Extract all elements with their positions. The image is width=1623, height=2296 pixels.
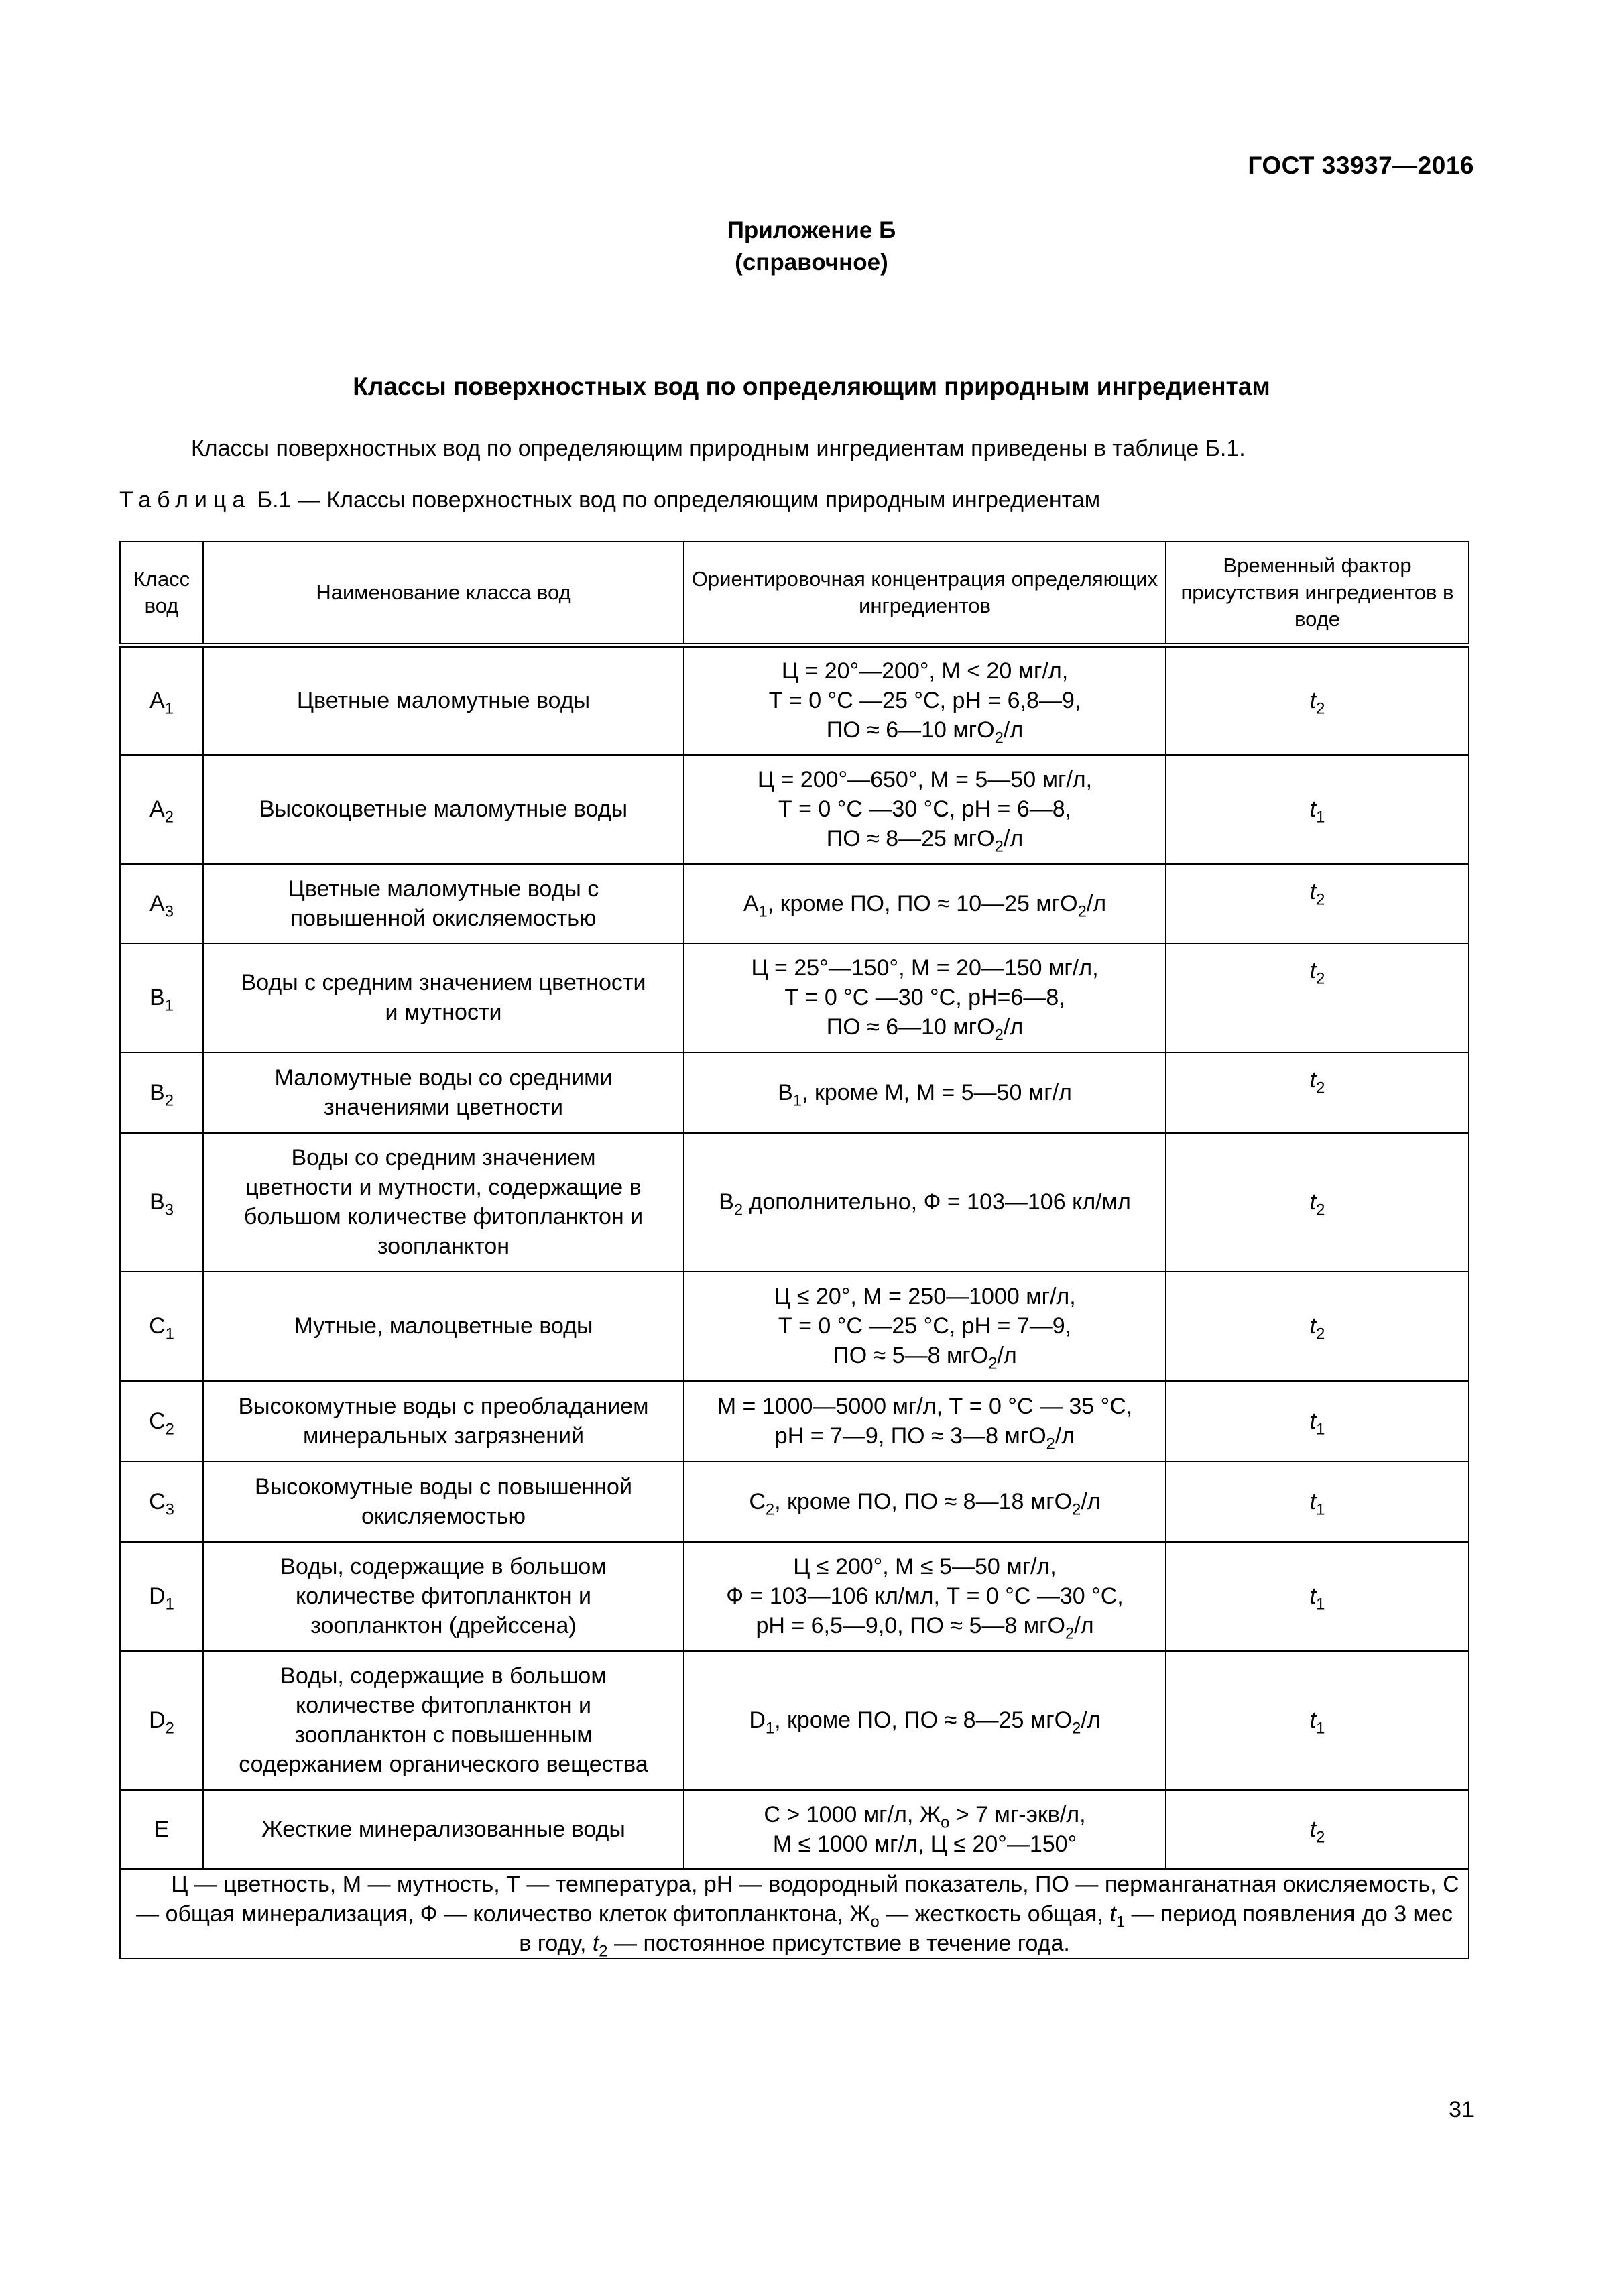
section-title: Классы поверхностных вод по определяющим природным ингредиентам — [353, 373, 1270, 400]
class-cell: $D_2$ — [120, 1651, 203, 1790]
class-cell: $C_2$ — [120, 1381, 203, 1461]
factor-cell: $t_1$ — [1166, 1381, 1469, 1461]
header-factor: Временный фактор присутствия ингредиентов в воде — [1166, 542, 1469, 646]
header-class: Класс вод — [120, 542, 203, 646]
standard-number: ГОСТ 33937—2016 — [1248, 152, 1474, 179]
class-cell: $B_3$ — [120, 1133, 203, 1272]
name-cell: Мутные, малоцветные воды — [203, 1272, 684, 1381]
name-cell: Маломутные воды со средними значениями цветности — [203, 1052, 684, 1133]
name-cell: Цветные маломутные воды с повышенной окисляемостью — [203, 864, 684, 943]
factor-cell: $t_1$ — [1166, 1461, 1469, 1542]
page-number: 31 — [1449, 2097, 1474, 2122]
factor-cell: $t_2$ — [1166, 864, 1469, 943]
class-cell: $C_1$ — [120, 1272, 203, 1381]
concentration-cell: Ц ≤ 200°, М ≤ 5—50 мг/л, Ф = 103—106 кл/мл, Т = 0 °С —30 °С, pH = 6,5—9,0, ПО ≈ 5—8 мгО$_2$/л — [684, 1542, 1166, 1651]
table-caption-number: Б.1 — [257, 487, 292, 513]
table-row — [120, 864, 1469, 943]
class-cell: $C_3$ — [120, 1461, 203, 1542]
concentration-cell: $C_2$, кроме ПО, ПО ≈ 8—18 мгО$_2$/л — [684, 1461, 1166, 1542]
table-note: Ц — цветность, М — мутность, Т — температура, pH — водородный показатель, ПО — перманганатная окисляемость, С — общая минерализация, Ф — количество клеток фитопланктона, $Ж_о$ — жесткость общая, $t_1$ — период появления до 3 мес в году, $t_2$ — постоянное присутствие в течение года. — [120, 1869, 1469, 1959]
factor-cell: $t_1$ — [1166, 755, 1469, 864]
table-caption-prefix: Таблица — [119, 487, 251, 513]
table-row — [120, 1133, 1469, 1272]
factor-cell: $t_2$ — [1166, 1272, 1469, 1381]
class-cell: E — [120, 1790, 203, 1869]
name-cell: Высокомутные воды с преобладанием минеральных загрязнений — [203, 1381, 684, 1461]
appendix-title: Приложение Б — [727, 217, 896, 243]
name-cell: Воды, содержащие в большом количестве фитопланктон и зоопланктон (дрейссена) — [203, 1542, 684, 1651]
concentration-cell: С > 1000 мг/л, $Ж_о > 7$ мг-экв/л, М ≤ 1000 мг/л, Ц ≤ 20°—150° — [684, 1790, 1166, 1869]
name-cell: Высокоцветные маломутные воды — [203, 755, 684, 864]
name-cell: Жесткие минерализованные воды — [203, 1790, 684, 1869]
class-cell: $D_1$ — [120, 1542, 203, 1651]
table-caption-text: Классы поверхностных вод по определяющим природным ингредиентам — [326, 487, 1101, 513]
factor-cell: $t_2$ — [1166, 943, 1469, 1052]
table-row — [120, 1542, 1469, 1651]
header-concentration: Ориентировочная концентрация определяющих ингредиентов — [684, 542, 1166, 646]
name-cell: Воды со средним значением цветности и мутности, содержащие в большом количестве фитопланктон и зоопланктон — [203, 1133, 684, 1272]
concentration-cell: Ц = 25°—150°, М = 20—150 мг/л, Т = 0 °С —30 °С, pH=6—8, ПО ≈ 6—10 мгО$_2$/л — [684, 943, 1166, 1052]
name-cell: Воды с средним значением цветности и мутности — [203, 943, 684, 1052]
appendix-heading — [0, 215, 1623, 279]
table-row — [120, 1272, 1469, 1381]
concentration-cell: $B_2$ дополнительно, Ф = 103—106 кл/мл — [684, 1133, 1166, 1272]
appendix-subtitle: (справочное) — [735, 249, 888, 276]
factor-cell: $t_2$ — [1166, 1052, 1469, 1133]
factor-cell: $t_2$ — [1166, 646, 1469, 755]
factor-cell: $t_1$ — [1166, 1542, 1469, 1651]
class-cell: $B_1$ — [120, 943, 203, 1052]
factor-cell: $t_2$ — [1166, 1790, 1469, 1869]
table-note-row — [120, 1869, 1469, 1959]
table-row — [120, 943, 1469, 1052]
name-cell: Воды, содержащие в большом количестве фитопланктон и зоопланктон с повышенным содержанием органического вещества — [203, 1651, 684, 1790]
table-header-row — [120, 542, 1469, 646]
intro-paragraph: Классы поверхностных вод по определяющим природным ингредиентам приведены в таблице Б.1. — [191, 436, 1246, 461]
concentration-cell: Ц ≤ 20°, М = 250—1000 мг/л, Т = 0 °С —25 °С, pH = 7—9, ПО ≈ 5—8 мгО$_2$/л — [684, 1272, 1166, 1381]
table-row — [120, 1461, 1469, 1542]
factor-cell: $t_1$ — [1166, 1651, 1469, 1790]
concentration-cell: $A_1$, кроме ПО, ПО ≈ 10—25 мгО$_2$/л — [684, 864, 1166, 943]
water-classes-table — [119, 541, 1469, 1959]
table-row — [120, 1790, 1469, 1869]
name-cell: Цветные маломутные воды — [203, 646, 684, 755]
table-caption — [119, 487, 1100, 513]
concentration-cell: М = 1000—5000 мг/л, Т = 0 °С — 35 °С, pH = 7—9, ПО ≈ 3—8 мгО$_2$/л — [684, 1381, 1166, 1461]
table-row — [120, 1052, 1469, 1133]
table-row — [120, 755, 1469, 864]
factor-cell: $t_2$ — [1166, 1133, 1469, 1272]
concentration-cell: Ц = 20°—200°, М < 20 мг/л, Т = 0 °С —25 °С, pH = 6,8—9, ПО ≈ 6—10 мгО$_2$/л — [684, 646, 1166, 755]
table-row — [120, 1651, 1469, 1790]
class-cell: $A_3$ — [120, 864, 203, 943]
concentration-cell: $B_1$, кроме М, М = 5—50 мг/л — [684, 1052, 1166, 1133]
table-caption-dash: — — [297, 487, 320, 513]
concentration-cell: $D_1$, кроме ПО, ПО ≈ 8—25 мгО$_2$/л — [684, 1651, 1166, 1790]
table-row — [120, 1381, 1469, 1461]
name-cell: Высокомутные воды с повышенной окисляемостью — [203, 1461, 684, 1542]
header-name: Наименование класса вод — [203, 542, 684, 646]
class-cell: $A_1$ — [120, 646, 203, 755]
class-cell: $A_2$ — [120, 755, 203, 864]
table-row — [120, 646, 1469, 755]
class-cell: $B_2$ — [120, 1052, 203, 1133]
concentration-cell: Ц = 200°—650°, М = 5—50 мг/л, Т = 0 °С —30 °С, pH = 6—8, ПО ≈ 8—25 мгО$_2$/л — [684, 755, 1166, 864]
